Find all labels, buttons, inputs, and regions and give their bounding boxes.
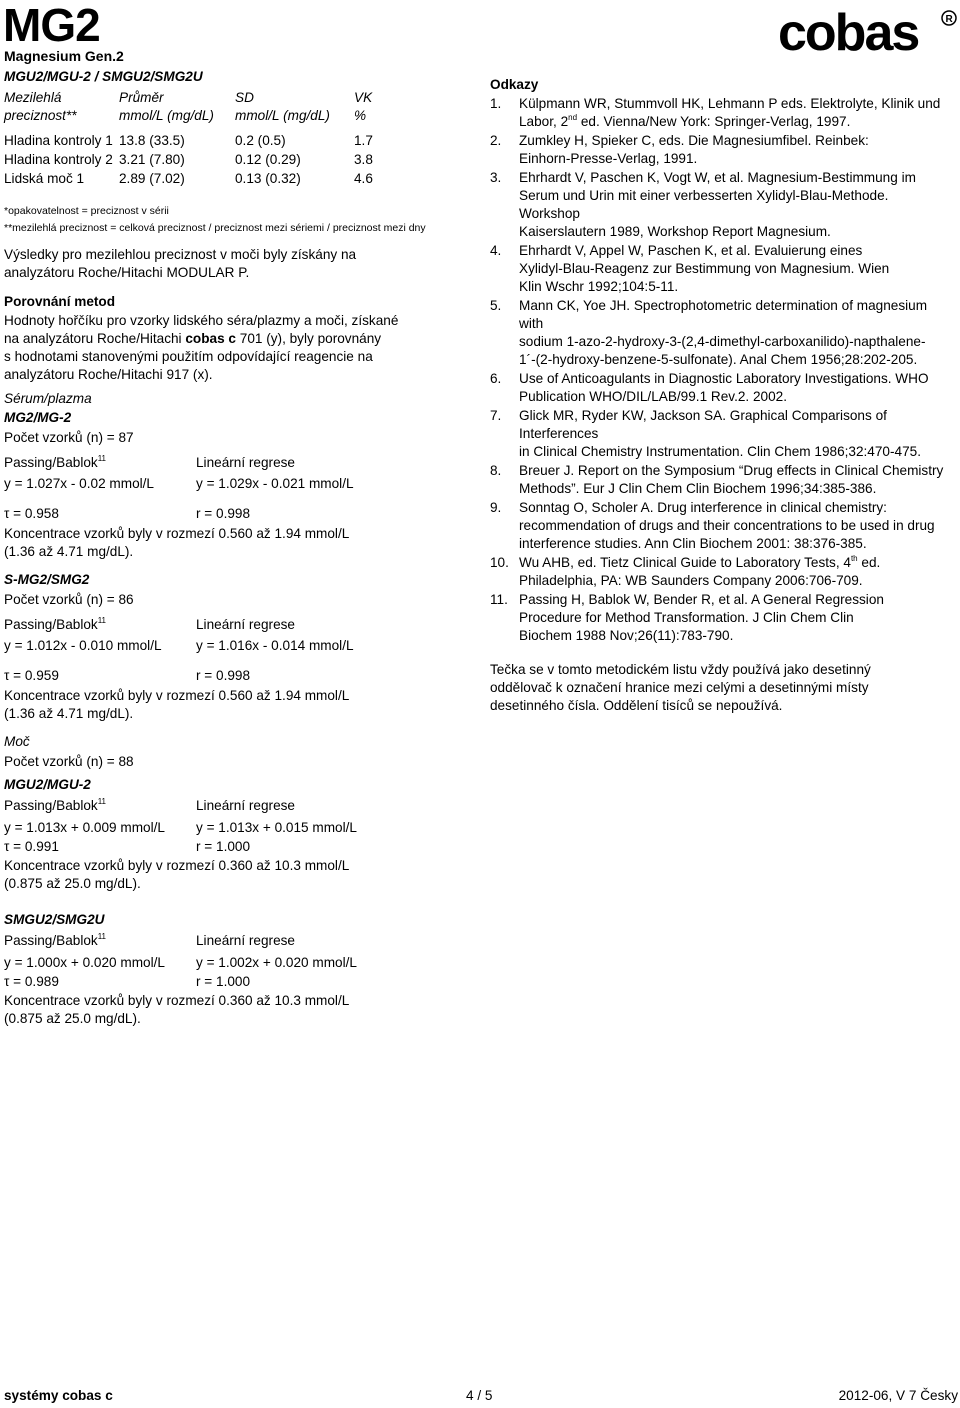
col-header-label: Mezilehlá <box>4 90 62 105</box>
linear-regression-label: Lineární regrese <box>196 617 295 632</box>
col-header-mean-unit: mmol/L (mg/dL) <box>119 108 214 123</box>
r-value: r = 0.998 <box>196 668 251 683</box>
linear-regression-label: Lineární regrese <box>196 455 295 470</box>
sample-count: Počet vzorků (n) = 87 <box>4 430 134 445</box>
reference-item: 8. Breuer J. Report on the Symposium “Drug effects in Clinical Chemistry Methods”. Eur J Clin Chem Clin Biochem 1996;34:385-386. <box>490 463 944 496</box>
concentration-range: Koncentrace vzorků byly v rozmezí 0.360 až 10.3 mmol/L <box>4 858 350 873</box>
linear-regression-equation: y = 1.013x + 0.015 mmol/L <box>196 820 357 835</box>
concentration-range-mgdl: (1.36 až 4.71 mg/dL). <box>4 544 134 559</box>
reference-item: 11. Passing H, Bablok W, Bender R, et al. A General Regression Procedure for Method Transformation. J Clin Chem Clin Biochem 1988 Nov;26(11):783-790. <box>490 592 884 643</box>
col-header-sd: SD <box>235 90 254 105</box>
tau-value: τ = 0.991 <box>4 839 59 854</box>
footer-version: 2012-06, V 7 Česky <box>838 1388 958 1403</box>
tau-value: τ = 0.958 <box>4 506 59 521</box>
concentration-range: Koncentrace vzorků byly v rozmezí 0.560 až 1.94 mmol/L <box>4 688 350 703</box>
comparison-block-mgu2 <box>4 776 474 896</box>
passing-bablok-equation: y = 1.027x - 0.02 mmol/L <box>4 476 154 491</box>
block-name: SMGU2/SMG2U <box>4 912 105 927</box>
comparison-block-smgu2 <box>4 911 474 1031</box>
page-title: MG2 <box>3 0 100 51</box>
comparison-block-smg2 <box>4 571 474 731</box>
col-header-sd-unit: mmol/L (mg/dL) <box>235 108 330 123</box>
reference-item: 7. Glick MR, Ryder KW, Jackson SA. Graphical Comparisons of Interferences in Clinical Chemistry Instrumentation. Clin Chem 1986;32:470-475. <box>490 408 921 459</box>
block-name: S-MG2/SMG2 <box>4 572 90 587</box>
footnote-intermediate: **mezilehlá preciznost = celková preciznost / preciznost mezi sériemi / preciznost mezi dny <box>4 222 426 234</box>
references-heading: Odkazy <box>490 77 539 92</box>
reference-item: 3. Ehrhardt V, Paschen K, Vogt W, et al. Magnesium-Bestimmung im Serum und Urin mit einer verbesserten Xylidyl-Blau-Methode. Workshop Kaiserslautern 1989, Workshop Report Magnesium. <box>490 170 916 239</box>
precision-note-line: Výsledky pro mezilehlou preciznost v moči byly získány na <box>4 247 357 262</box>
passing-bablok-label: Passing/Bablok$^{11}$ <box>4 932 107 948</box>
precision-table: Hladina kontroly 1 13.8 (33.5) 0.2 (0.5) 1.7 Hladina kontroly 2 3.21 (7.80) 0.12 (0.29) 3.8 Lidská moč 1 2.89 (7.02) 0.13 (0.32) 4.6 <box>4 133 373 186</box>
urine-label: Moč <box>4 734 30 749</box>
block-name: MG2/MG-2 <box>4 410 72 425</box>
reference-item: 4. Ehrhardt V, Appel W, Paschen K, et al. Evaluierung eines Xylidyl-Blau-Reagenz zur Bestimmung von Magnesium. Wien Klin Wschr 1992;104:5-11. <box>490 243 890 294</box>
svg-text:R: R <box>945 14 953 25</box>
col-header-mean: Průměr <box>119 90 164 105</box>
reference-item: 5. Mann CK, Yoe JH. Spectrophotometric determination of magnesium with sodium 1-azo-2-hydroxy-3-(2,4-dimethyl-carboxanilido)-napthalene- 1´-(2-hydroxy-benzene-5-sulfonate). Anal Chem 1956;28:202-205. <box>490 298 928 367</box>
concentration-range-mgdl: (0.875 až 25.0 mg/dL). <box>4 876 141 891</box>
concentration-range-mgdl: (0.875 až 25.0 mg/dL). <box>4 1011 141 1026</box>
tau-value: τ = 0.989 <box>4 974 59 989</box>
tau-value: τ = 0.959 <box>4 668 59 683</box>
linear-regression-equation: y = 1.002x + 0.020 mmol/L <box>196 955 357 970</box>
passing-bablok-equation: y = 1.013x + 0.009 mmol/L <box>4 820 165 835</box>
col-header-label: preciznost** <box>4 108 77 123</box>
reference-item: 9. Sonntag O, Scholer A. Drug interference in clinical chemistry: recommendation of drugs and their concentrations to be used in drug interference studies. Ann Clin Biochem 2001: 38:376-385. <box>490 500 935 551</box>
passing-bablok-equation: y = 1.012x - 0.010 mmol/L <box>4 638 162 653</box>
passing-bablok-label: Passing/Bablok$^{11}$ <box>4 454 107 470</box>
r-value: r = 1.000 <box>196 839 251 854</box>
block-name: MGU2/MGU-2 <box>4 777 91 792</box>
cobas-logo <box>778 6 958 56</box>
precision-note-line: analyzátoru Roche/Hitachi MODULAR P. <box>4 265 250 280</box>
footnote-repeatability: *opakovatelnost = preciznost v sérii <box>4 205 169 217</box>
linear-regression-label: Lineární regrese <box>196 933 295 948</box>
page-subtitle: Magnesium Gen.2 <box>4 48 124 64</box>
linear-regression-equation: y = 1.029x - 0.021 mmol/L <box>196 476 354 491</box>
comparison-intro: Hodnoty hořčíku pro vzorky lidského séra/plazmy a moči, získané na analyzátoru Roche/Hitachi cobas c 701 (y), byly porovnány s hodnotami stanovenými použitím odpovídající reagencie na analyzátoru Roche/Hitachi 917 (x). <box>4 313 399 382</box>
comparison-heading: Porovnání metod <box>4 294 116 309</box>
precision-col-headers <box>4 89 474 129</box>
passing-bablok-label: Passing/Bablok$^{11}$ <box>4 616 107 632</box>
linear-regression-equation: y = 1.016x - 0.014 mmol/L <box>196 638 354 653</box>
precision-heading: MGU2/MGU-2 / SMGU2/SMG2U <box>4 69 203 84</box>
r-value: r = 0.998 <box>196 506 251 521</box>
sample-count: Počet vzorků (n) = 86 <box>4 592 134 607</box>
reference-item: 6. Use of Anticoagulants in Diagnostic Laboratory Investigations. WHO Publication WHO/DIL/LAB/99.1 Rev.2. 2002. <box>490 371 929 404</box>
reference-item: 1. Külpmann WR, Stummvoll HK, Lehmann P eds. Elektrolyte, Klinik und Labor, 2nd ed. Vienna/New York: Springer-Verlag, 1997. <box>490 96 941 129</box>
decimal-separator-note: Tečka se v tomto metodickém listu vždy používá jako desetinný oddělovač k označení hranice mezi celými a desetinnými místy desetinného čísla. Oddělení tisíců se nepoužívá. <box>490 662 871 713</box>
passing-bablok-equation: y = 1.000x + 0.020 mmol/L <box>4 955 165 970</box>
footer-system-name: systémy cobas c <box>4 1388 113 1403</box>
urine-sample-count: Počet vzorků (n) = 88 <box>4 754 134 769</box>
reference-item: 2. Zumkley H, Spieker C, eds. Die Magnesiumfibel. Reinbek: Einhorn-Presse-Verlag, 1991. <box>490 133 869 166</box>
col-header-cv-unit: % <box>354 108 367 123</box>
concentration-range: Koncentrace vzorků byly v rozmezí 0.560 až 1.94 mmol/L <box>4 526 350 541</box>
footer-page-number: 4 / 5 <box>466 1388 493 1403</box>
serum-label: Sérum/plazma <box>4 391 92 406</box>
linear-regression-label: Lineární regrese <box>196 798 295 813</box>
passing-bablok-label: Passing/Bablok$^{11}$ <box>4 797 107 813</box>
references-section <box>490 76 950 715</box>
cobas-logo-text: cobas <box>778 6 919 56</box>
concentration-range: Koncentrace vzorků byly v rozmezí 0.360 až 10.3 mmol/L <box>4 993 350 1008</box>
comparison-block-mg2 <box>4 409 474 569</box>
reference-item: 10. Wu AHB, ed. Tietz Clinical Guide to Laboratory Tests, 4th ed. Philadelphia, PA: WB Saunders Company 2006:706-709. <box>490 554 881 588</box>
col-header-cv: VK <box>354 90 373 105</box>
concentration-range-mgdl: (1.36 až 4.71 mg/dL). <box>4 706 134 721</box>
r-value: r = 1.000 <box>196 974 251 989</box>
